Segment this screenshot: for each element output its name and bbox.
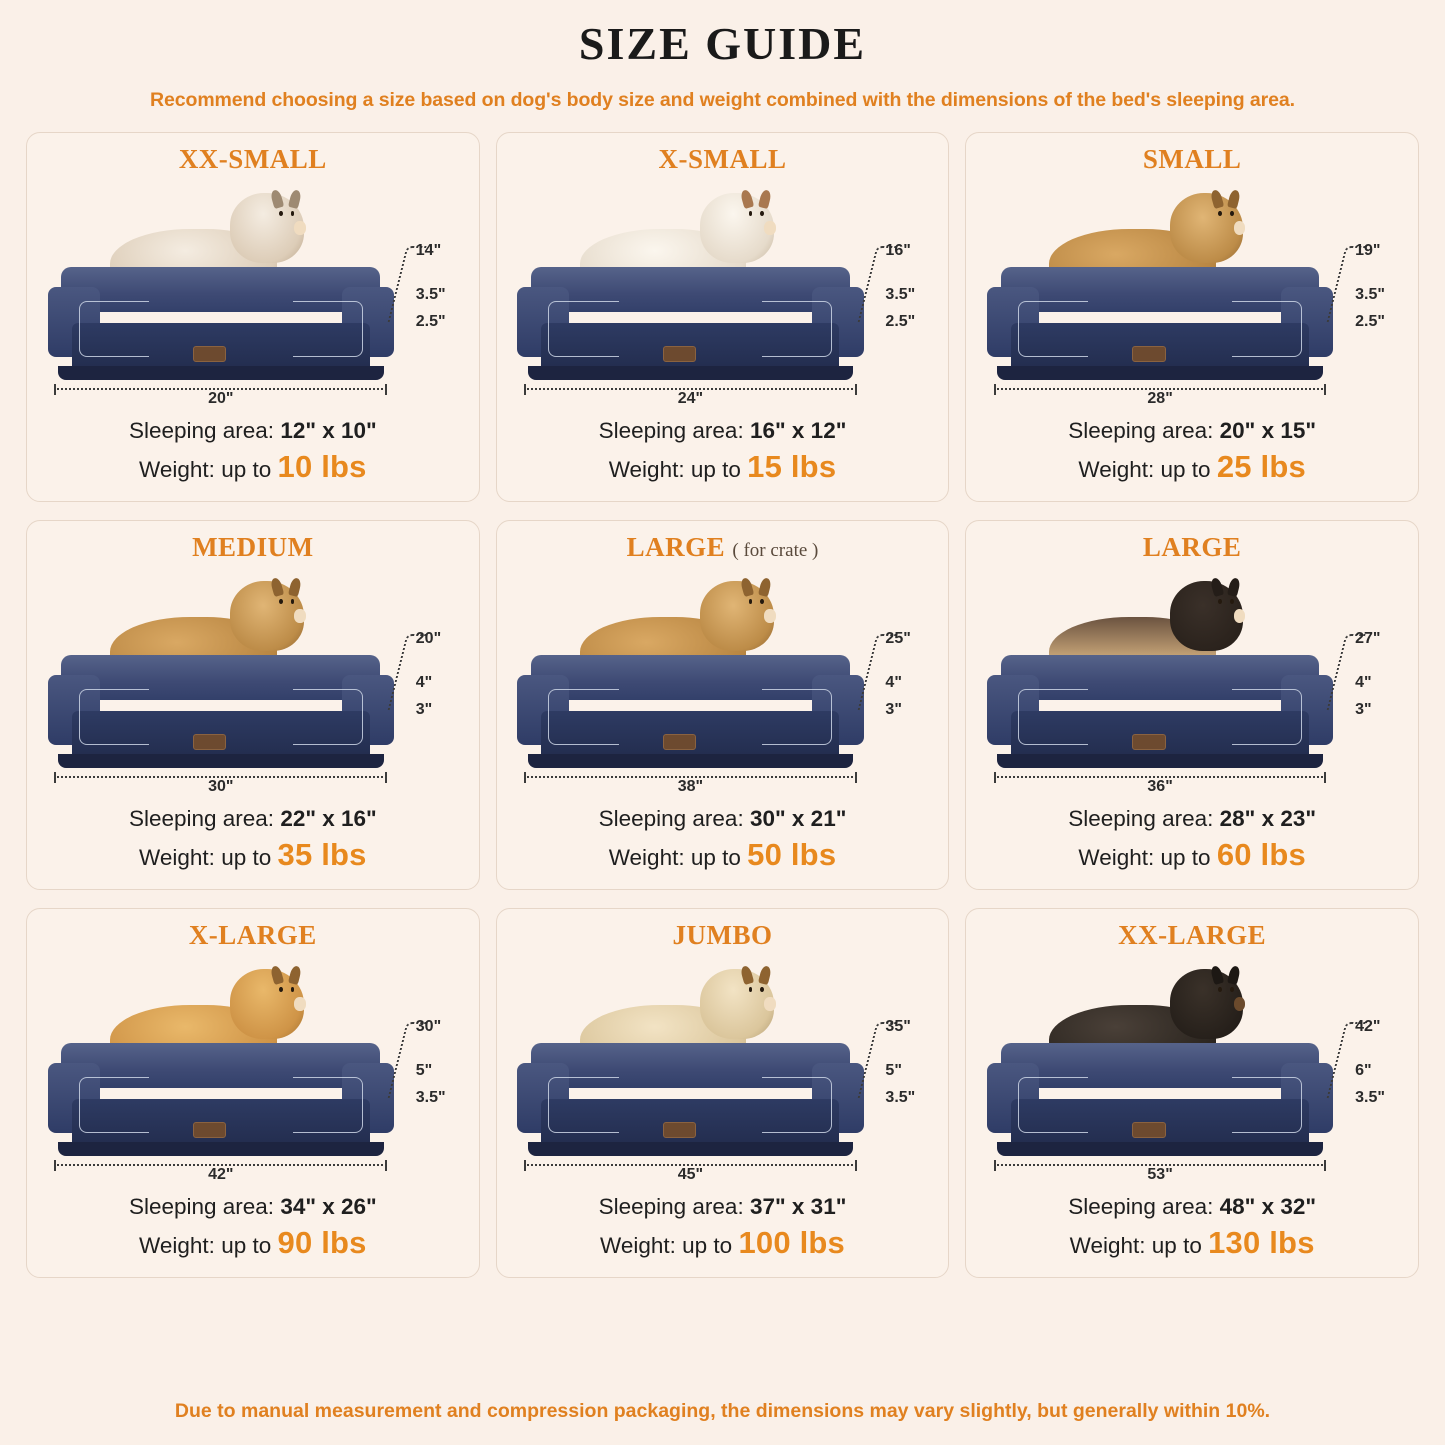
pet-eye-left — [749, 211, 753, 216]
pet-ear-left — [270, 965, 284, 985]
width-value: 42" — [208, 1165, 234, 1183]
weight-label: Weight: — [1078, 845, 1155, 871]
weight-label: Weight: — [139, 845, 215, 871]
bed-piping-left — [548, 301, 618, 357]
weight-label: Weight: — [1078, 457, 1155, 483]
height-mid-value: 4" — [415, 674, 433, 692]
pet-ear-right — [1227, 577, 1241, 597]
pet-snout — [1234, 997, 1246, 1011]
sleeping-area-value: 16" x 12" — [749, 417, 847, 443]
pet-snout — [1234, 221, 1246, 235]
pet-eye-right — [1230, 599, 1234, 604]
dog-bed — [48, 655, 394, 768]
pet-head — [230, 193, 304, 263]
weight-value: 25 lbs — [1216, 449, 1306, 485]
dog-bed — [517, 267, 863, 380]
weight-row — [39, 448, 467, 487]
weight-row — [509, 1224, 937, 1263]
pet-ear-left — [1209, 965, 1223, 985]
bed-illustration — [39, 179, 467, 414]
bed-base — [528, 366, 854, 380]
depth-value: 20" — [415, 630, 442, 648]
pet-eye-right — [1230, 987, 1234, 992]
bed-piping-right — [762, 1077, 832, 1133]
sleeping-area-value: 34" x 26" — [280, 1193, 377, 1219]
bed-piping-right — [762, 689, 832, 745]
width-dimension — [517, 384, 863, 406]
weight-row — [39, 836, 467, 875]
height-mid-value: 5" — [415, 1062, 433, 1080]
size-card-medium — [26, 520, 480, 890]
bed-illustration — [39, 955, 467, 1190]
brand-tag-icon — [1132, 1122, 1165, 1138]
sleeping-area-label: Sleeping area: — [1068, 1193, 1214, 1219]
sleeping-area-row — [509, 1192, 937, 1222]
bed-graphic — [987, 961, 1333, 1156]
width-dimension — [517, 1160, 863, 1182]
bed-base — [997, 1142, 1323, 1156]
height-low-value: 3.5" — [1355, 1089, 1385, 1107]
dog-bed — [48, 267, 394, 380]
weight-row — [39, 1224, 467, 1263]
sleeping-area-row — [509, 416, 937, 446]
depth-value: 25" — [885, 630, 911, 648]
bed-piping-left — [548, 1077, 618, 1133]
sleeping-area-value: 22" x 16" — [280, 805, 377, 831]
pet-eye-right — [1230, 211, 1234, 216]
pet-ear-left — [740, 965, 754, 985]
bed-piping-left — [1018, 301, 1088, 357]
sleeping-area-label: Sleeping area: — [598, 1193, 744, 1219]
weight-value: 130 lbs — [1208, 1225, 1315, 1261]
bed-piping-left — [1018, 1077, 1088, 1133]
dog-bed — [987, 1043, 1333, 1156]
brand-tag-icon — [193, 1122, 226, 1138]
size-name: X-LARGE — [188, 919, 317, 950]
depth-value: 16" — [885, 242, 911, 260]
bed-piping-right — [1232, 301, 1302, 357]
width-dimension — [987, 1160, 1333, 1182]
brand-tag-icon — [193, 734, 226, 750]
sleeping-area-label: Sleeping area: — [128, 417, 275, 443]
sleeping-area-label: Sleeping area: — [598, 805, 744, 831]
weight-row — [978, 836, 1406, 875]
pet-head — [230, 581, 304, 651]
bed-piping-left — [79, 1077, 149, 1133]
pet-snout — [764, 221, 776, 235]
weight-label: Weight: — [1069, 1233, 1146, 1259]
size-card-title — [978, 145, 1406, 175]
pet-eye-left — [749, 987, 753, 992]
bed-illustration — [509, 179, 937, 414]
bed-base — [58, 754, 384, 768]
sleeping-area-row — [509, 804, 937, 834]
width-value: 53" — [1147, 1165, 1173, 1183]
size-card-x-large — [26, 908, 480, 1278]
height-low-value: 3" — [415, 701, 433, 719]
bed-base — [528, 1142, 854, 1156]
bed-graphic — [987, 573, 1333, 768]
bed-piping-right — [1232, 689, 1302, 745]
bed-base — [997, 366, 1323, 380]
bed-piping-right — [293, 301, 363, 357]
pet-ear-left — [1209, 577, 1223, 597]
weight-upto-label: up to — [221, 1233, 272, 1259]
weight-upto-label: up to — [682, 1233, 733, 1259]
width-value: 28" — [1147, 389, 1173, 407]
size-card-large — [965, 520, 1419, 890]
height-low-value: 2.5" — [415, 313, 446, 331]
dog-bed — [987, 655, 1333, 768]
weight-label: Weight: — [608, 845, 685, 871]
size-name: JUMBO — [672, 919, 773, 950]
width-dimension — [987, 384, 1333, 406]
weight-upto-label: up to — [1151, 1233, 1202, 1259]
width-value: 20" — [208, 389, 234, 407]
weight-value: 10 lbs — [277, 449, 367, 485]
vertical-dimensions — [864, 185, 937, 354]
bed-piping-left — [1018, 689, 1088, 745]
sleeping-area-row — [978, 804, 1406, 834]
pet-ear-left — [740, 577, 754, 597]
pet-snout — [294, 221, 306, 235]
brand-tag-icon — [663, 734, 696, 750]
pet-ear-right — [1227, 189, 1241, 209]
pet-ear-right — [757, 965, 771, 985]
size-card-title — [39, 533, 467, 563]
vertical-dimensions — [864, 961, 937, 1130]
vertical-dimensions — [394, 573, 467, 742]
vertical-dimensions — [1333, 185, 1406, 354]
bed-base — [58, 1142, 384, 1156]
width-dimension — [48, 1160, 394, 1182]
pet-ear-right — [757, 189, 771, 209]
pet-ear-left — [270, 577, 284, 597]
bed-piping-right — [293, 1077, 363, 1133]
brand-tag-icon — [1132, 734, 1165, 750]
sleeping-area-label: Sleeping area: — [128, 1193, 275, 1219]
width-value: 36" — [1147, 777, 1173, 795]
bed-illustration — [978, 567, 1406, 802]
pet-ear-right — [288, 577, 302, 597]
pet-eye-left — [279, 987, 283, 992]
width-value: 38" — [677, 777, 704, 795]
bed-piping-right — [1232, 1077, 1302, 1133]
size-card-title — [509, 533, 937, 563]
depth-value: 19" — [1355, 242, 1381, 260]
weight-upto-label: up to — [1160, 845, 1211, 871]
bed-illustration — [39, 567, 467, 802]
size-name: LARGE — [626, 531, 726, 562]
bed-piping-left — [79, 301, 149, 357]
pet-ear-right — [288, 965, 302, 985]
brand-tag-icon — [1132, 346, 1165, 362]
size-name: SMALL — [1142, 143, 1242, 174]
height-low-value: 3" — [885, 701, 902, 719]
bed-piping-right — [762, 301, 832, 357]
weight-row — [509, 448, 937, 487]
height-mid-value: 6" — [1355, 1062, 1372, 1080]
pet-eye-right — [291, 211, 295, 216]
sleeping-area-row — [39, 416, 467, 446]
pet-snout — [294, 609, 306, 623]
size-card-title — [509, 921, 937, 951]
bed-piping-left — [548, 689, 618, 745]
pet-eye-left — [749, 599, 753, 604]
height-mid-value: 4" — [885, 674, 902, 692]
size-name: XX-SMALL — [178, 143, 327, 174]
bed-illustration — [978, 179, 1406, 414]
size-card-title — [978, 533, 1406, 563]
pet-head — [700, 193, 774, 263]
page-subtitle: Recommend choosing a size based on dog's body size and weight combined with the dimensions of the bed's sleeping area. — [150, 88, 1295, 111]
pet-head — [700, 969, 774, 1039]
pet-eye-right — [760, 987, 764, 992]
size-card-x-small — [496, 132, 950, 502]
sleeping-area-row — [39, 804, 467, 834]
dog-bed — [987, 267, 1333, 380]
bed-illustration — [509, 955, 937, 1190]
pet-head — [1170, 193, 1244, 263]
sleeping-area-value: 20" x 15" — [1219, 417, 1317, 443]
pet-snout — [764, 997, 776, 1011]
weight-label: Weight: — [608, 457, 685, 483]
weight-row — [509, 836, 937, 875]
size-name: X-SMALL — [658, 143, 787, 174]
bed-graphic — [987, 185, 1333, 380]
dog-bed — [517, 655, 863, 768]
weight-upto-label: up to — [690, 457, 741, 483]
page-title: SIZE GUIDE — [578, 18, 867, 69]
size-card-xx-small — [26, 132, 480, 502]
pet-ear-left — [740, 189, 754, 209]
sleeping-area-value: 28" x 23" — [1219, 805, 1317, 831]
weight-value: 100 lbs — [738, 1225, 845, 1261]
weight-row — [978, 448, 1406, 487]
pet-ear-right — [757, 577, 771, 597]
size-card-grid — [26, 132, 1419, 1278]
size-card-xx-large — [965, 908, 1419, 1278]
bed-base — [528, 754, 854, 768]
pet-eye-left — [1218, 599, 1222, 604]
bed-illustration — [509, 567, 937, 802]
sleeping-area-row — [978, 416, 1406, 446]
weight-label: Weight: — [139, 457, 215, 483]
height-mid-value: 4" — [1355, 674, 1372, 692]
sleeping-area-value: 48" x 32" — [1219, 1193, 1317, 1219]
sleeping-area-value: 12" x 10" — [280, 417, 377, 443]
weight-upto-label: up to — [1160, 457, 1211, 483]
pet-eye-right — [291, 987, 295, 992]
width-value: 24" — [677, 389, 704, 407]
pet-eye-left — [1218, 987, 1222, 992]
bed-graphic — [48, 573, 394, 768]
brand-tag-icon — [193, 346, 226, 362]
bed-illustration — [978, 955, 1406, 1190]
brand-tag-icon — [663, 346, 696, 362]
size-card-title — [509, 145, 937, 175]
width-dimension — [517, 772, 863, 794]
weight-value: 35 lbs — [277, 837, 367, 873]
pet-eye-left — [279, 599, 283, 604]
pet-eye-left — [279, 211, 283, 216]
size-name: XX-LARGE — [1118, 919, 1267, 950]
bed-graphic — [517, 185, 863, 380]
sleeping-area-value: 37" x 31" — [749, 1193, 847, 1219]
pet-eye-right — [291, 599, 295, 604]
size-name: LARGE — [1142, 531, 1242, 562]
bed-graphic — [48, 961, 394, 1156]
size-card-small — [965, 132, 1419, 502]
pet-head — [1170, 969, 1244, 1039]
pet-ear-right — [288, 189, 302, 209]
sleeping-area-label: Sleeping area: — [1068, 417, 1214, 443]
height-low-value: 3.5" — [885, 1089, 916, 1107]
weight-upto-label: up to — [221, 845, 272, 871]
depth-value: 14" — [415, 242, 442, 260]
vertical-dimensions — [394, 961, 467, 1130]
sleeping-area-row — [39, 1192, 467, 1222]
pet-ear-right — [1227, 965, 1241, 985]
pet-snout — [1234, 609, 1246, 623]
bed-piping-right — [293, 689, 363, 745]
weight-value: 60 lbs — [1216, 837, 1306, 873]
sleeping-area-label: Sleeping area: — [1068, 805, 1214, 831]
height-low-value: 3" — [1355, 701, 1372, 719]
weight-value: 50 lbs — [747, 837, 837, 873]
bed-base — [58, 366, 384, 380]
width-dimension — [48, 384, 394, 406]
height-mid-value: 3.5" — [415, 286, 446, 304]
height-mid-value: 5" — [885, 1062, 902, 1080]
bed-base — [997, 754, 1323, 768]
height-mid-value: 3.5" — [885, 286, 916, 304]
height-low-value: 2.5" — [885, 313, 916, 331]
bed-piping-left — [79, 689, 149, 745]
weight-label: Weight: — [139, 1233, 215, 1259]
pet-head — [1170, 581, 1244, 651]
weight-label: Weight: — [600, 1233, 676, 1259]
size-card-title — [39, 921, 467, 951]
size-name: MEDIUM — [192, 531, 314, 562]
depth-value: 42" — [1355, 1018, 1381, 1036]
dog-bed — [48, 1043, 394, 1156]
dog-bed — [517, 1043, 863, 1156]
bed-graphic — [517, 961, 863, 1156]
sleeping-area-label: Sleeping area: — [598, 417, 744, 443]
vertical-dimensions — [864, 573, 937, 742]
weight-upto-label: up to — [221, 457, 272, 483]
vertical-dimensions — [1333, 573, 1406, 742]
width-value: 30" — [208, 777, 234, 795]
pet-eye-right — [760, 211, 764, 216]
size-card-large-crate — [496, 520, 950, 890]
size-card-title — [978, 921, 1406, 951]
pet-snout — [764, 609, 776, 623]
pet-eye-left — [1218, 211, 1222, 216]
pet-head — [230, 969, 304, 1039]
vertical-dimensions — [394, 185, 467, 354]
vertical-dimensions — [1333, 961, 1406, 1130]
depth-value: 35" — [885, 1018, 911, 1036]
height-low-value: 3.5" — [415, 1089, 446, 1107]
weight-row — [978, 1224, 1406, 1263]
height-low-value: 2.5" — [1355, 313, 1385, 331]
pet-eye-right — [760, 599, 764, 604]
brand-tag-icon — [663, 1122, 696, 1138]
sleeping-area-row — [978, 1192, 1406, 1222]
pet-ear-left — [270, 189, 284, 209]
size-card-jumbo — [496, 908, 950, 1278]
pet-snout — [294, 997, 306, 1011]
footer-note: Due to manual measurement and compression packaging, the dimensions may vary slightly, but generally within 10%. — [174, 1400, 1271, 1422]
size-note: ( for crate ) — [732, 539, 819, 561]
width-value: 45" — [677, 1165, 704, 1183]
bed-graphic — [48, 185, 394, 380]
width-dimension — [987, 772, 1333, 794]
pet-ear-left — [1209, 189, 1223, 209]
depth-value: 30" — [415, 1018, 442, 1036]
weight-value: 90 lbs — [277, 1225, 367, 1261]
height-mid-value: 3.5" — [1355, 286, 1385, 304]
width-dimension — [48, 772, 394, 794]
pet-head — [700, 581, 774, 651]
sleeping-area-label: Sleeping area: — [128, 805, 275, 831]
depth-value: 27" — [1355, 630, 1381, 648]
weight-value: 15 lbs — [747, 449, 837, 485]
bed-graphic — [517, 573, 863, 768]
weight-upto-label: up to — [690, 845, 741, 871]
size-card-title — [39, 145, 467, 175]
sleeping-area-value: 30" x 21" — [749, 805, 847, 831]
